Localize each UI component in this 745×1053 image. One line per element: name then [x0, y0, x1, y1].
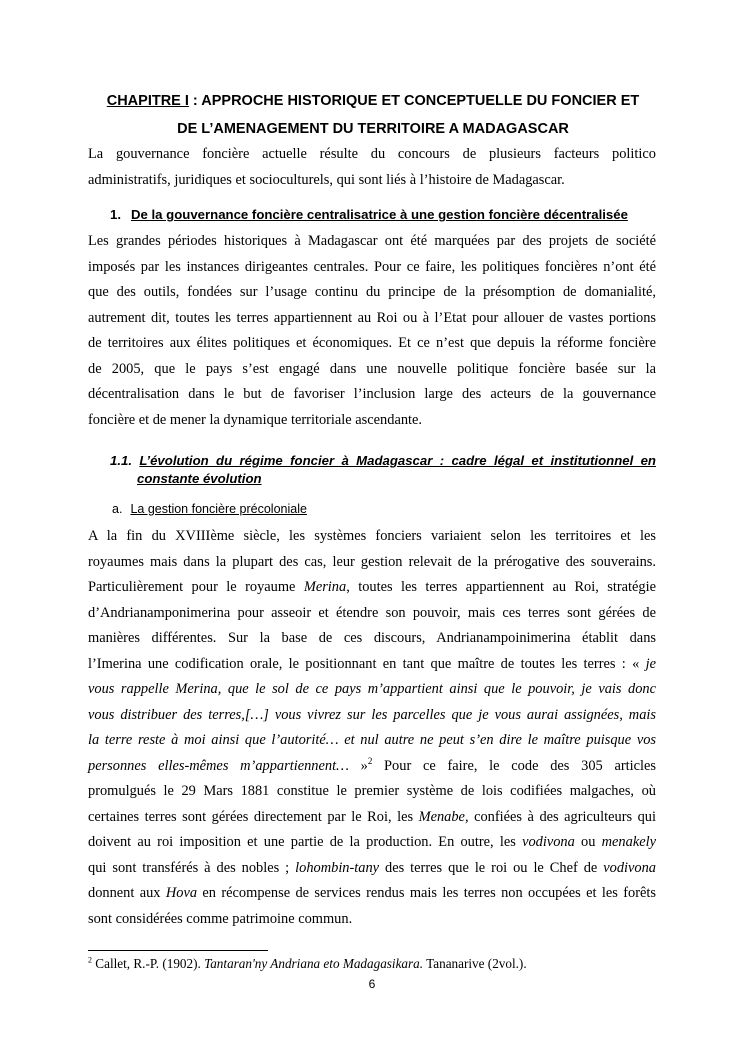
text-run: des terres que le roi ou le Chef de: [379, 859, 604, 876]
intro-line: administratifs, juridiques et socioculturels, qui sont liés à l’histoire de Madagascar.: [88, 171, 565, 188]
text-run: Particulièrement pour le royaume: [88, 579, 304, 595]
quote-line: vous rappelle Merina, que le sol de ce pays m’appartient ainsi que le pouvoir, je vais donc: [88, 681, 656, 697]
paragraph-line: Les grandes périodes historiques à Madagascar ont été marquées par des projets de société: [88, 233, 656, 249]
paragraph-line: autrement dit, toutes les terres appartiennent au Roi ou à l’Etat pour allouer de vastes portions: [88, 309, 656, 326]
text-run: donnent aux: [88, 885, 166, 901]
paragraph-line: que des outils, fondées sur l’usage continu du principe de la présomption de domanialité,: [88, 284, 656, 300]
italic-term: lohombin-tany: [295, 859, 380, 876]
subsection-a-letter: a.: [112, 502, 123, 516]
paragraph-line: de territoires aux élites politiques et économiques. Et ce n’est que depuis la réforme foncière: [88, 335, 656, 351]
paragraph-line: [88, 652, 656, 678]
page-number: 6: [368, 977, 376, 991]
paragraph-line: promulgués le 29 Mars 1881 constitue le premier système de lois codifiées malgaches, où: [88, 783, 656, 799]
text-run: , confiées à des agriculteurs qui: [464, 808, 656, 825]
text-run: qui sont transférés à des nobles ;: [88, 859, 296, 876]
italic-term: Merina: [303, 579, 347, 595]
chapter-label: CHAPITRE I: [106, 93, 189, 109]
paragraph-line: imposés par les instances dirigeantes centrales. Pour ce faire, les politiques foncières n’ont été: [88, 258, 656, 275]
italic-term: vodivona: [522, 834, 575, 850]
section-1-paragraph: [88, 229, 656, 433]
paragraph-line: de 2005, que le pays s’est engagé dans une nouvelle politique foncière basée sur la: [88, 360, 656, 377]
footnote-author: Callet, R.-P. (1902).: [92, 956, 205, 971]
text-run: certaines terres sont gérées directement par le Roi, les: [88, 808, 419, 825]
footnote: [88, 955, 527, 973]
paragraph-line: [88, 805, 656, 831]
footnote-reference: 2: [367, 755, 373, 766]
section-1-1-title-continued: constante évolution: [137, 471, 262, 486]
italic-term: vodivona: [603, 859, 656, 876]
footnote-separator: [88, 950, 268, 951]
paragraph-line: [88, 575, 656, 601]
footnote-mark: 2: [88, 955, 92, 965]
paragraph-line: [88, 830, 656, 856]
section-1-1-title: L’évolution du régime foncier à Madagascar : cadre légal et institutionnel en: [139, 453, 656, 468]
quote-text: personnes elles-mêmes m’appartiennent…: [88, 757, 349, 774]
paragraph-line: royaumes mais dans la plupart des cas, leur gestion relevait de la prérogative des souverains.: [88, 553, 656, 570]
quote-text: je: [645, 655, 656, 672]
paragraph-line: manières différentes. Sur la base de ces discours, Andrianampoinimerina établit dans: [88, 630, 656, 646]
section-1-1-heading-line-1: [110, 452, 656, 470]
chapter-title-rest: : APPROCHE HISTORIQUE ET CONCEPTUELLE DU FONCIER ET: [188, 93, 640, 109]
text-run: , toutes les terres appartiennent au Roi, stratégie: [346, 579, 656, 595]
section-1-number: 1.: [110, 207, 121, 222]
text-run: en récompense de services rendus mais les terres non occupées et les forêts: [197, 885, 656, 901]
section-1-title: De la gouvernance foncière centralisatrice à une gestion foncière décentralisée: [131, 207, 628, 222]
chapter-title-line-1: [88, 88, 658, 114]
paragraph-line: A la fin du XVIIIème siècle, les systèmes fonciers variaient selon les territoires et les: [88, 528, 656, 544]
text-run: »: [348, 757, 368, 774]
quote-line: vous distribuer des terres,[…] vous vivrez sur les parcelles que je vous aurai assignées, mais: [88, 706, 656, 723]
section-1-1-number: 1.1.: [110, 453, 132, 468]
paragraph-line: d’Andrianamponimerina pour asseoir et étendre son pouvoir, mais ces terres sont gérées de: [88, 604, 656, 621]
paragraph-line: sont considérées comme patrimoine commun.: [88, 910, 353, 927]
paragraph-line: [88, 754, 656, 780]
italic-term: menakely: [601, 834, 656, 850]
italic-term: Menabe: [418, 808, 465, 825]
chapter-title-line-2: DE L’AMENAGEMENT DU TERRITOIRE A MADAGASCAR: [177, 121, 569, 137]
italic-term: Hova: [165, 885, 198, 901]
paragraph-line: [88, 881, 656, 907]
intro-paragraph: [88, 142, 656, 193]
precolonial-paragraph: [88, 524, 656, 932]
section-1-1-heading: [110, 452, 656, 488]
section-1-heading: [110, 206, 628, 224]
text-run: Pour ce faire, le code des 305 articles: [372, 757, 656, 774]
subsection-a-title: La gestion foncière précoloniale: [130, 502, 307, 516]
text-run: doivent au roi imposition et une partie de la production. En outre, les: [88, 834, 523, 850]
footnote-rest: Tananarive (2vol.).: [423, 956, 527, 971]
footnote-title: Tantaran'ny Andriana eto Madagasikara.: [204, 956, 424, 971]
paragraph-line: [88, 856, 656, 882]
paragraph-line: décentralisation dans le but de favoriser l’inclusion large des acteurs de la gouvernance: [88, 386, 656, 402]
text-run: l’Imerina une codification orale, le positionnant en tant que maître de toutes les terres : «: [88, 655, 646, 672]
subsection-a-heading: [112, 500, 307, 518]
quote-line: la terre reste à moi ainsi que l’autorité… et nul autre ne peut s’en dire le maître puisque vos: [88, 732, 656, 748]
paragraph-line: foncière et de mener la dynamique territoriale ascendante.: [88, 411, 423, 428]
intro-line: La gouvernance foncière actuelle résulte du concours de plusieurs facteurs politico: [88, 146, 656, 162]
text-run: ou: [574, 834, 602, 850]
